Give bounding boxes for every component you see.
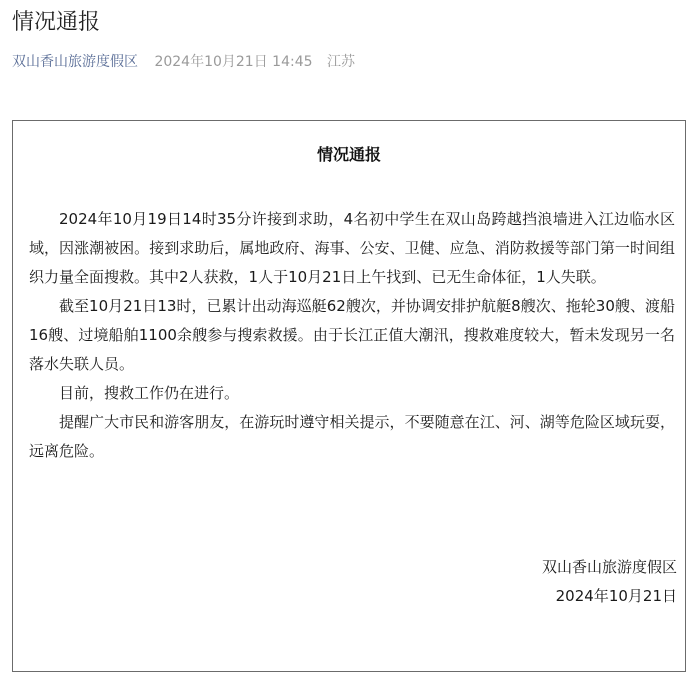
notice-paragraph: 提醒广大市民和游客朋友，在游玩时遵守相关提示，不要随意在江、河、湖等危险区域玩耍，远离危险。 (29, 413, 675, 460)
notice-paragraph: 2024年10月19日14时35分许接到求助，4名初中学生在双山岛跨越挡浪墙进入江边临水区域，因涨潮被困。接到求助后，属地政府、海事、公安、卫健、应急、消防救援等部门第一时间组织力量全面搜救。其中2人获救，1人于10月21日上午找到、已无生命体征，1人失联。 (29, 210, 675, 286)
signature-org: 双山香山旅游度假区 (541, 558, 677, 576)
publish-datetime: 2024年10月21日 14:45 (154, 54, 313, 70)
signature-date: 2024年10月21日 (555, 587, 677, 605)
notice-signature (542, 553, 677, 611)
article-meta (12, 52, 355, 72)
notice-image (12, 120, 686, 672)
notice-body (29, 205, 675, 466)
notice-heading: 情况通报 (316, 145, 381, 164)
notice-paragraph: 目前，搜救工作仍在进行。 (59, 384, 240, 402)
account-name-link[interactable]: 双山香山旅游度假区 (12, 54, 138, 70)
publish-location: 江苏 (326, 54, 355, 70)
article-title: 情况通报 (12, 10, 101, 35)
notice-paragraph: 截至10月21日13时，已累计出动海巡艇62艘次，并协调安排护航艇8艘次、拖轮30艘、渡船16艘、过境船舶1100余艘参与搜索救援。由于长江正值大潮汛，搜救难度较大，暂未发现另一名落水失联人员。 (29, 297, 675, 373)
